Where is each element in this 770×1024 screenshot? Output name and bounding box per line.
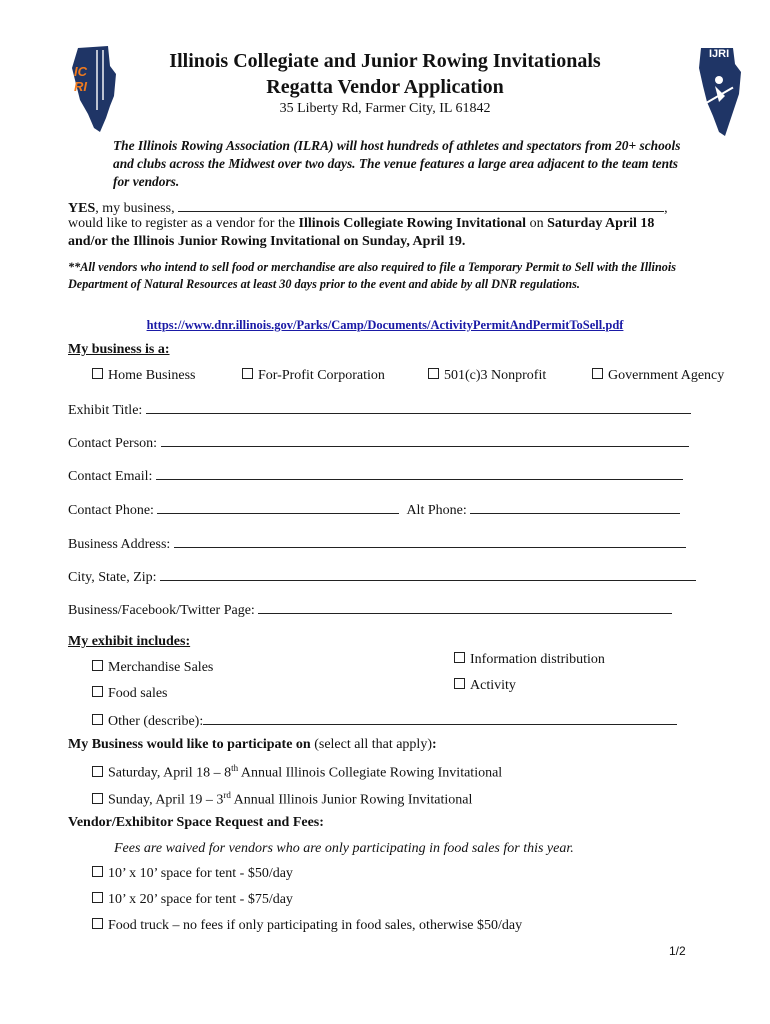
city-state-zip-label: City, State, Zip: <box>68 570 157 585</box>
option-food-truck[interactable] <box>92 918 522 934</box>
checkbox-icon[interactable] <box>92 660 103 671</box>
participation-heading-bold: My Business would like to participate on <box>68 737 311 752</box>
contact-email-field[interactable] <box>156 467 683 480</box>
city-state-zip-field[interactable] <box>160 568 696 581</box>
contact-phone-field[interactable] <box>157 501 399 514</box>
saturday-ordinal: th <box>231 763 239 773</box>
checkbox-icon[interactable] <box>92 866 103 877</box>
my-business-label: , my business, <box>95 201 175 216</box>
option-10x20[interactable] <box>92 892 293 908</box>
option-label: Home Business <box>108 368 196 383</box>
option-label: 10’ x 10’ space for tent - $50/day <box>108 866 293 881</box>
checkbox-icon[interactable] <box>92 892 103 903</box>
option-government[interactable] <box>592 368 724 384</box>
registration-line-2 <box>68 216 654 232</box>
contact-email-row <box>68 467 683 485</box>
exhibit-title-row <box>68 401 691 419</box>
business-address-field[interactable] <box>174 535 686 548</box>
option-merchandise[interactable] <box>92 660 213 676</box>
option-label: 501(c)3 Nonprofit <box>444 368 547 383</box>
fees-note: Fees are waived for vendors who are only participating in food sales for this year. <box>114 841 574 856</box>
address: 35 Liberty Rd, Farmer City, IL 61842 <box>279 101 491 116</box>
sunday-event: Annual Illinois Junior Rowing Invitational <box>230 792 473 808</box>
contact-email-label: Contact Email: <box>68 469 153 484</box>
option-label: Information distribution <box>470 652 605 667</box>
business-name-field[interactable] <box>178 199 664 212</box>
option-label: Merchandise Sales <box>108 660 214 675</box>
checkbox-icon[interactable] <box>454 652 465 663</box>
option-other[interactable] <box>92 712 677 730</box>
option-label: Government Agency <box>608 368 725 383</box>
event-date-saturday: Saturday April 18 <box>547 216 655 231</box>
alt-phone-label: Alt Phone: <box>406 503 467 518</box>
icri-letters: ICRI <box>74 64 87 94</box>
contact-phone-row <box>68 501 680 519</box>
option-information[interactable] <box>454 652 605 668</box>
business-address-label: Business Address: <box>68 537 171 552</box>
other-describe-field[interactable] <box>203 712 677 725</box>
alt-phone-field[interactable] <box>470 501 680 514</box>
checkbox-icon[interactable] <box>92 714 103 725</box>
option-label: For-Profit Corporation <box>258 368 385 383</box>
event-collegiate: Illinois Collegiate Rowing Invitational <box>298 216 527 231</box>
option-10x10[interactable] <box>92 866 293 882</box>
saturday-event: Annual Illinois Collegiate Rowing Invitational <box>238 765 503 781</box>
business-type-heading: My business is a: <box>68 342 170 357</box>
participation-colon: : <box>432 737 437 752</box>
social-page-field[interactable] <box>258 601 672 614</box>
option-food-sales[interactable] <box>92 686 168 702</box>
intro-text: The Illinois Rowing Association (ILRA) will host hundreds of athletes and spectators from 20+ schools and clubs across the Midwest over two days. The venue features a large area adjacent to the team tents for vendors. <box>113 138 681 189</box>
checkbox-icon[interactable] <box>92 793 103 804</box>
checkbox-icon[interactable] <box>92 368 103 379</box>
option-sunday[interactable] <box>92 790 472 809</box>
option-label: Food truck – no fees if only participating in food sales, otherwise $50/day <box>108 918 523 933</box>
fees-heading: Vendor/Exhibitor Space Request and Fees: <box>68 815 324 830</box>
participation-heading-rest: (select all that apply) <box>310 737 432 752</box>
social-page-label: Business/Facebook/Twitter Page: <box>68 603 255 618</box>
checkbox-icon[interactable] <box>92 766 103 777</box>
on-text: on <box>526 216 548 231</box>
business-address-row <box>68 535 686 553</box>
trailing-comma: , <box>664 201 668 216</box>
exhibit-title-field[interactable] <box>146 401 691 414</box>
sunday-label: Sunday, April 19 – 3 <box>108 792 224 808</box>
option-label: Food sales <box>108 686 168 701</box>
option-label: Activity <box>470 678 516 693</box>
exhibit-heading: My exhibit includes: <box>68 634 191 649</box>
checkbox-icon[interactable] <box>242 368 253 379</box>
permit-notice: **All vendors who intend to sell food or merchandise are also required to file a Temporary Permit to Sell with the Illinois Department of Natural Resources at least 30 days prior to the event and abide by all DNR regulations. <box>68 260 676 291</box>
option-for-profit[interactable] <box>242 368 385 384</box>
permit-link[interactable]: https://www.dnr.illinois.gov/Parks/Camp/Documents/ActivityPermitAndPermitToSell.pdf <box>146 318 624 332</box>
page-number: 1/2 <box>669 944 686 958</box>
social-page-row <box>68 601 672 619</box>
contact-person-row <box>68 434 689 452</box>
participation-heading <box>68 737 437 753</box>
option-activity[interactable] <box>454 678 516 694</box>
title-line-1: Illinois Collegiate and Junior Rowing Invitationals <box>169 50 601 72</box>
option-label: Other (describe): <box>108 714 204 729</box>
registration-line-1 <box>68 199 668 217</box>
register-text: would like to register as a vendor for the <box>68 216 299 231</box>
exhibit-title-label: Exhibit Title: <box>68 403 143 418</box>
checkbox-icon[interactable] <box>592 368 603 379</box>
contact-phone-label: Contact Phone: <box>68 503 154 518</box>
option-saturday[interactable] <box>92 763 502 782</box>
contact-person-field[interactable] <box>161 434 689 447</box>
ijri-letters: IJRI <box>709 48 730 60</box>
contact-person-label: Contact Person: <box>68 436 158 451</box>
saturday-label: Saturday, April 18 – 8 <box>108 765 232 781</box>
registration-line-3: and/or the Illinois Junior Rowing Invitational on Sunday, April 19. <box>68 234 466 249</box>
checkbox-icon[interactable] <box>454 678 465 689</box>
checkbox-icon[interactable] <box>92 686 103 697</box>
option-nonprofit[interactable] <box>428 368 546 384</box>
city-state-zip-row <box>68 568 696 586</box>
yes-label: YES <box>68 201 96 216</box>
checkbox-icon[interactable] <box>92 918 103 929</box>
option-label: 10’ x 20’ space for tent - $75/day <box>108 892 293 907</box>
sunday-ordinal: rd <box>223 790 231 800</box>
checkbox-icon[interactable] <box>428 368 439 379</box>
option-home-business[interactable] <box>92 368 196 384</box>
title-line-2: Regatta Vendor Application <box>266 76 504 98</box>
